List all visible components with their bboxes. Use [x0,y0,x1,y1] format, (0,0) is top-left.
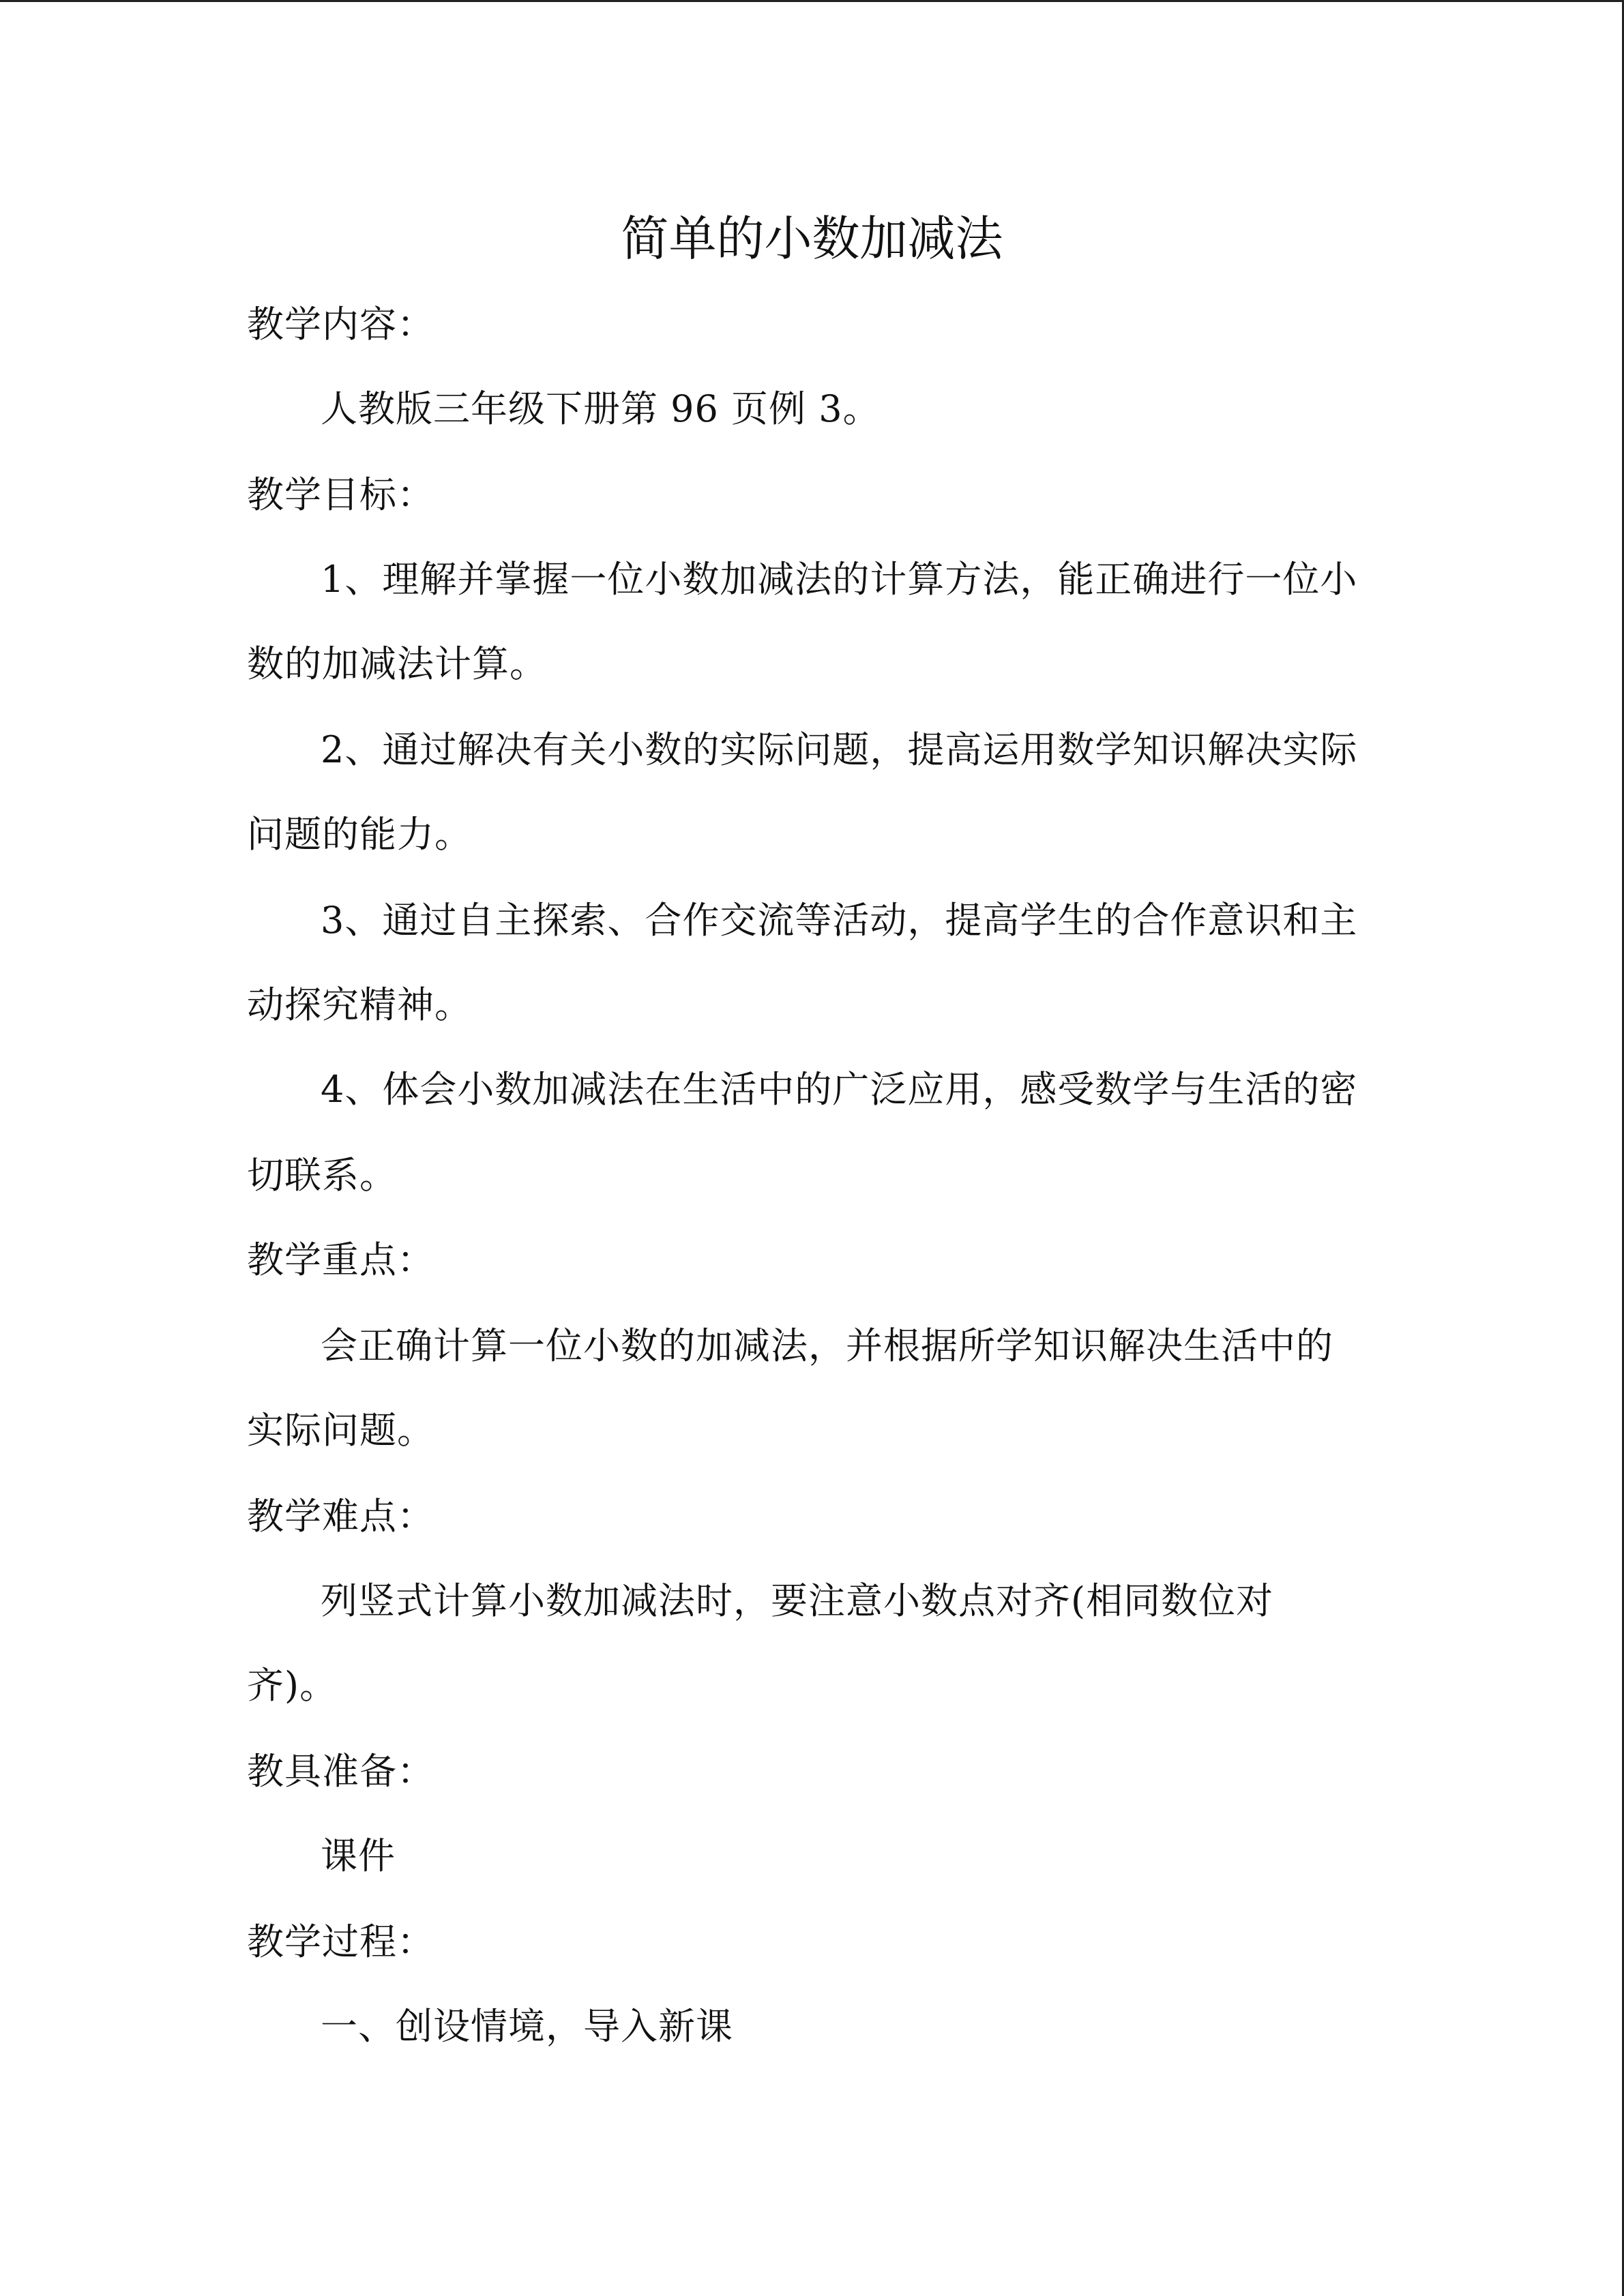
difficulties-line-1: 列竖式计算小数加减法时，要注意小数点对齐(相同数位对 [321,1579,1274,1622]
document-title: 简单的小数加减法 [621,211,1003,267]
goal-1-line-1: 1、理解并掌握一位小数加减法的计算方法，能正确进行一位小 [321,558,1358,601]
heading-teaching-content: 教学内容： [247,303,434,346]
heading-process: 教学过程： [247,1920,434,1963]
key-points-line-1: 会正确计算一位小数的加减法，并根据所学知识解决生活中的 [321,1324,1333,1367]
process-step-1: 一、创设情境，导入新课 [321,2005,733,2048]
key-points-line-2: 实际问题。 [247,1409,434,1452]
difficulties-line-2: 齐)。 [247,1664,338,1707]
goal-1-line-2: 数的加减法计算。 [247,642,547,685]
goal-3-line-1: 3、通过自主探索、合作交流等活动，提高学生的合作意识和主 [321,899,1358,942]
heading-difficulties: 教学难点： [247,1495,434,1538]
heading-materials: 教具准备： [247,1750,434,1793]
goal-2-line-1: 2、通过解决有关小数的实际问题，提高运用数学知识解决实际 [321,728,1358,771]
goal-3-line-2: 动探究精神。 [247,983,472,1026]
goal-2-line-2: 问题的能力。 [247,813,472,856]
goal-4-line-1: 4、体会小数加减法在生活中的广泛应用，感受数学与生活的密 [321,1068,1358,1111]
materials-item: 课件 [321,1834,396,1877]
paragraph-content: 人教版三年级下册第 96 页例 3。 [321,387,881,430]
heading-key-points: 教学重点： [247,1238,434,1281]
heading-teaching-goals: 教学目标： [247,473,434,516]
goal-4-line-2: 切联系。 [247,1154,397,1197]
